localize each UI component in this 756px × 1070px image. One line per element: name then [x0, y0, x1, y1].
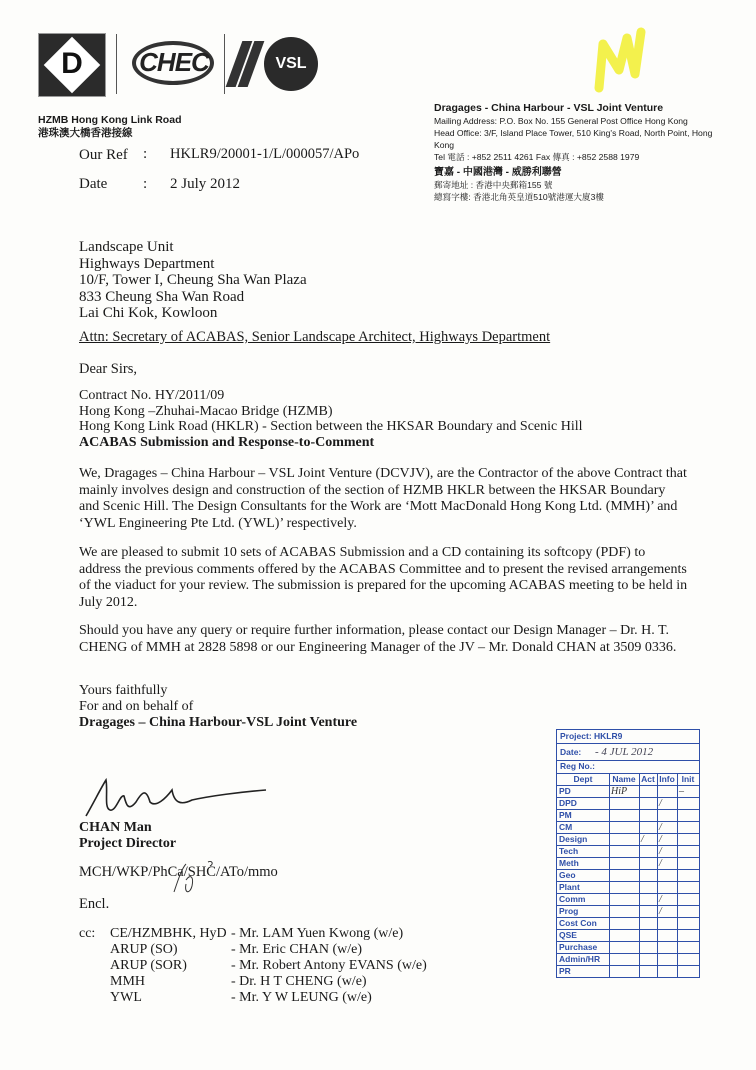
stamp-column-divider — [609, 858, 610, 869]
stamp-cell-dept: CM — [559, 822, 573, 832]
signer-name: CHAN Man — [79, 820, 152, 835]
routing-stamp — [556, 729, 700, 978]
cc-person: - Mr. LAM Yuen Kwong (w/e) — [231, 926, 404, 941]
our-ref-label: Our Ref — [79, 147, 128, 163]
stamp-column-divider — [639, 786, 640, 797]
stamp-row — [557, 858, 699, 870]
stamp-cell-dept: PR — [559, 966, 571, 976]
stamp-column-divider — [639, 930, 640, 941]
closing-company: Dragages – China Harbour-VSL Joint Venture — [79, 715, 358, 730]
stamp-row — [557, 786, 699, 798]
stamp-column-divider — [609, 882, 610, 893]
stamp-header-cell: Name — [612, 774, 636, 784]
vsl-logo — [228, 33, 324, 95]
stamp-column-divider — [657, 822, 658, 833]
stamp-row — [557, 894, 699, 906]
cc-person: - Mr. Y W LEUNG (w/e) — [231, 990, 372, 1005]
stamp-column-divider — [657, 954, 658, 965]
stamp-column-divider — [639, 882, 640, 893]
stamp-cell-dept: Meth — [559, 858, 579, 868]
stamp-row — [557, 942, 699, 954]
vsl-logo-text: VSL — [275, 55, 307, 72]
paragraph-line: mainly involves design and construction of the section of HZMB HKLR between the HKSAR Boundary — [79, 482, 666, 498]
stamp-cell-dept: Cost Con — [559, 918, 597, 928]
stamp-column-divider — [609, 810, 610, 821]
stamp-column-divider — [609, 870, 610, 881]
cc-org: CE/HZMBHK, HyD — [110, 926, 227, 941]
cc-person: - Mr. Robert Antony EVANS (w/e) — [231, 958, 427, 973]
salutation: Dear Sirs, — [79, 361, 137, 377]
stamp-column-divider — [657, 846, 658, 857]
stamp-column-divider — [657, 834, 658, 845]
recipient-line: Lai Chi Kok, Kowloon — [79, 305, 218, 321]
stamp-cell-dept: PM — [559, 810, 572, 820]
stamp-column-divider — [639, 942, 640, 953]
stamp-reg-no: Reg No.: — [560, 761, 595, 771]
dragages-logo — [38, 33, 106, 97]
stamp-header-cell: Info — [659, 774, 675, 784]
stamp-column-divider — [677, 906, 678, 917]
project-name-zh: 港珠澳大橋香港接線 — [38, 127, 133, 139]
stamp-column-divider — [609, 846, 610, 857]
head-office: Head Office: 3/F, Island Place Tower, 510 King's Road, North Point, Hong Kong — [434, 128, 713, 150]
stamp-cell-dept: Prog — [559, 906, 579, 916]
our-ref-row — [79, 146, 128, 164]
stamp-column-divider — [657, 870, 658, 881]
stamp-column-divider — [609, 930, 610, 941]
mailing-address-zh: 郵寄地址 : 香港中央郵箱155 號 — [434, 180, 553, 190]
paragraph-submission — [79, 545, 688, 611]
stamp-column-divider — [677, 894, 678, 905]
stamp-cell-info: / — [659, 798, 662, 809]
stamp-cell-dept: DPD — [559, 798, 577, 808]
stamp-column-divider — [639, 954, 640, 965]
stamp-date-value: - 4 JUL 2012 — [595, 746, 654, 758]
stamp-column-divider — [609, 786, 610, 797]
ref-colon: : — [143, 146, 148, 162]
stamp-header-cell: Init — [681, 774, 695, 784]
stamp-column-divider — [639, 966, 640, 977]
stamp-header-cell: Act — [641, 774, 655, 784]
stamp-row — [557, 966, 699, 977]
stamp-row — [557, 822, 699, 834]
stamp-column-divider — [657, 882, 658, 893]
stamp-column-divider — [639, 894, 640, 905]
stamp-column-divider — [657, 858, 658, 869]
paragraph-line: address the previous comments offered by the ACABAS Committee and to present the revised arrangements — [79, 561, 687, 577]
stamp-column-divider — [639, 822, 640, 833]
stamp-row — [557, 810, 699, 822]
stamp-cell-dept: Geo — [559, 870, 576, 880]
stamp-cell-init: – — [679, 786, 684, 797]
stamp-cell-dept: QSE — [559, 930, 577, 940]
stamp-cell-dept: PD — [559, 786, 571, 796]
paragraph-contractor — [79, 466, 687, 532]
initials-scribble-icon — [168, 854, 228, 898]
stamp-column-divider — [639, 846, 640, 857]
stamp-column-divider — [677, 846, 678, 857]
submission-title: ACABAS Submission and Response-to-Comment — [79, 434, 375, 450]
stamp-column-divider — [639, 870, 640, 881]
stamp-reg-row — [557, 761, 699, 774]
stamp-cell-dept: Admin/HR — [559, 954, 601, 964]
stamp-column-divider — [657, 810, 658, 821]
stamp-column-divider — [677, 822, 678, 833]
recipient-line: Landscape Unit — [79, 239, 174, 255]
recipient-line: 10/F, Tower I, Cheung Sha Wan Plaza — [79, 272, 307, 288]
stamp-header-cell: Dept — [573, 774, 593, 784]
stamp-column-divider — [657, 786, 658, 797]
project-name — [38, 114, 181, 140]
stamp-column-divider — [639, 858, 640, 869]
closing-behalf: For and on behalf of — [79, 699, 194, 714]
section-title: Hong Kong Link Road (HKLR) - Section between the HKSAR Boundary and Scenic Hill — [79, 419, 583, 434]
stamp-column-divider — [657, 930, 658, 941]
closing-yours: Yours faithfully — [79, 683, 168, 698]
stamp-column-divider — [677, 918, 678, 929]
signature-image — [80, 772, 280, 822]
enclosure-label: Encl. — [79, 896, 110, 912]
jv-name-zh: 寶嘉 - 中國港灣 - 威勝利聯營 — [434, 167, 562, 178]
cc-person: - Mr. Eric CHAN (w/e) — [231, 942, 363, 957]
paragraph-line: and Scenic Hill. The Design Consultants for the Work are ‘Mott MacDonald Hong Kong Ltd. (MMH)’ and — [79, 499, 678, 514]
stamp-column-divider — [609, 966, 610, 977]
stamp-row — [557, 954, 699, 966]
cc-org: YWL — [110, 990, 142, 1005]
project-title: Hong Kong –Zhuhai-Macao Bridge (HZMB) — [79, 403, 333, 419]
mailing-address: Mailing Address: P.O. Box No. 155 General Post Office Hong Kong — [434, 116, 688, 126]
stamp-column-divider — [657, 906, 658, 917]
stamp-cell-dept: Comm — [559, 894, 586, 904]
stamp-cell-dept: Design — [559, 834, 588, 844]
recipient-line: Highways Department — [79, 255, 215, 272]
stamp-column-divider — [677, 798, 678, 809]
stamp-column-divider — [677, 942, 678, 953]
paragraph-line: We, Dragages – China Harbour – VSL Joint Venture (DCVJV), are the Contractor of the above Contract that — [79, 466, 687, 481]
closing-block — [79, 683, 357, 731]
jv-letterhead — [434, 101, 734, 203]
stamp-column-divider — [609, 954, 610, 965]
signer-title: Project Director — [79, 836, 177, 851]
subject-block — [79, 388, 583, 450]
stamp-column-divider — [657, 918, 658, 929]
stamp-column-divider — [677, 810, 678, 821]
stamp-row — [557, 798, 699, 810]
signer-block — [79, 820, 176, 852]
stamp-cell-dept: Purchase — [559, 942, 598, 952]
stamp-row — [557, 918, 699, 930]
stamp-column-divider — [639, 906, 640, 917]
stamp-cell-name: HiP — [611, 786, 628, 797]
stamp-column-divider — [657, 798, 658, 809]
stamp-row — [557, 834, 699, 846]
stamp-cell-info: / — [659, 822, 662, 833]
attention-line: Attn: Secretary of ACABAS, Senior Landscape Architect, Highways Department — [79, 329, 551, 345]
our-ref-value: HKLR9/20001-1/L/000057/APo — [170, 146, 360, 162]
stamp-column-divider — [677, 786, 678, 797]
stamp-column-divider — [639, 834, 640, 845]
stamp-column-divider — [657, 942, 658, 953]
stamp-column-divider — [677, 870, 678, 881]
contract-number: Contract No. HY/2011/09 — [79, 388, 225, 403]
stamp-date-label: Date: — [560, 747, 582, 757]
date-label: Date — [79, 176, 108, 192]
stamp-column-divider — [639, 918, 640, 929]
stamp-project: Project: HKLR9 — [560, 731, 623, 741]
stamp-header-row — [557, 774, 699, 786]
recipient-address — [79, 239, 307, 322]
stamp-row — [557, 870, 699, 882]
chec-logo — [126, 33, 218, 95]
stamp-column-divider — [609, 942, 610, 953]
chec-logo-text: CHEC — [139, 47, 209, 77]
stamp-column-divider — [657, 966, 658, 977]
stamp-column-divider — [677, 858, 678, 869]
cc-label: cc: — [79, 926, 96, 941]
logo-divider — [116, 34, 117, 94]
stamp-cell-info: / — [659, 906, 662, 917]
cc-org: MMH — [110, 974, 146, 989]
cc-person: - Dr. H T CHENG (w/e) — [231, 974, 367, 989]
stamp-column-divider — [639, 798, 640, 809]
stamp-grid — [557, 774, 699, 977]
stamp-column-divider — [609, 822, 610, 833]
stamp-column-divider — [677, 882, 678, 893]
stamp-column-divider — [639, 810, 640, 821]
head-office-zh: 總寫字樓: 香港北角英皇道510號港運大廈3樓 — [434, 192, 604, 202]
stamp-project-row — [557, 730, 699, 744]
paragraph-line: July 2012. — [79, 594, 138, 610]
cc-org: ARUP (SOR) — [110, 958, 187, 973]
date-value: 2 July 2012 — [170, 176, 241, 192]
stamp-cell-info: / — [659, 846, 662, 857]
highlighter-mark-icon — [585, 22, 665, 97]
stamp-cell-info: / — [659, 858, 662, 869]
paragraph-line: CHENG of MMH at 2828 5898 or our Engineering Manager of the JV – Mr. Donald CHAN at 3509 0336. — [79, 639, 677, 655]
stamp-column-divider — [677, 930, 678, 941]
paragraph-line: We are pleased to submit 10 sets of ACABAS Submission and a CD containing its softcopy (PDF) to — [79, 545, 646, 560]
reference-initials: MCH/WKP/PhCa/SHC/ATo/mmo — [79, 864, 278, 880]
stamp-row — [557, 930, 699, 942]
stamp-row — [557, 906, 699, 918]
stamp-row — [557, 882, 699, 894]
paragraph-line: Should you have any query or require further information, please contact our Design Manager – Dr. H. T. — [79, 623, 670, 638]
paragraph-line: of the viaduct for your review. The submission is prepared for the upcoming ACABAS meeting to be held in — [79, 578, 688, 593]
jv-name: Dragages - China Harbour - VSL Joint Venture — [434, 102, 664, 114]
stamp-column-divider — [677, 834, 678, 845]
date-colon: : — [143, 176, 148, 192]
recipient-line: 833 Cheung Sha Wan Road — [79, 288, 245, 305]
stamp-cell-dept: Plant — [559, 882, 580, 892]
stamp-column-divider — [609, 834, 610, 845]
stamp-cell-info: / — [659, 894, 662, 905]
cc-org: ARUP (SO) — [110, 942, 178, 957]
dragages-logo-letter: D — [61, 47, 83, 80]
paragraph-line: ‘YWL Engineering Pte Ltd. (YWL)’ respectively. — [79, 515, 357, 531]
stamp-column-divider — [677, 966, 678, 977]
stamp-date-row — [557, 744, 699, 761]
stamp-column-divider — [677, 954, 678, 965]
tel-fax: Tel 電話 : +852 2511 4261 Fax 傳真 : +852 2588 1979 — [434, 152, 640, 162]
project-name-en: HZMB Hong Kong Link Road — [38, 114, 182, 126]
stamp-column-divider — [609, 894, 610, 905]
stamp-column-divider — [609, 918, 610, 929]
stamp-cell-dept: Tech — [559, 846, 579, 856]
paragraph-contact — [79, 623, 679, 656]
stamp-column-divider — [609, 798, 610, 809]
stamp-row — [557, 846, 699, 858]
stamp-cell-act: / — [641, 834, 644, 845]
stamp-column-divider — [657, 894, 658, 905]
logo-divider — [224, 34, 225, 94]
stamp-column-divider — [609, 906, 610, 917]
stamp-cell-info: / — [659, 834, 662, 845]
